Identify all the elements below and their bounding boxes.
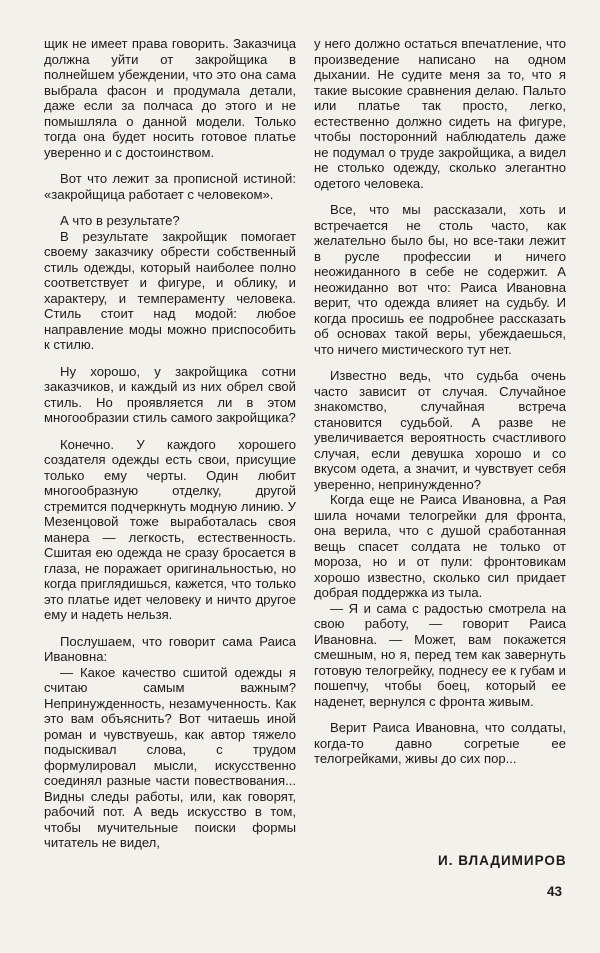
paragraph: Все, что мы рассказали, хоть и встречается не столь часто, как желательно было бы, но все-таки лежит в русле профессии и ничего неожиданного в себе не содержит. А неожиданно вот что: Раиса Ивановна верит, что одежда влияет на судьбу. И когда просишь ее подробнее рассказать об основах такой веры, убеждаешься, что ничего мистического тут нет. [314,202,566,357]
paragraph: — Какое качество сшитой одежды я считаю самым важным? Непринужденность, незамученность. Как это вам объяснить? Вот читаешь иной роман и чувствуешь, как автор тяжело подыскивал слова, с трудом формулировал мысли, искусственно соединял разные части повествования... Видны следы работы, или, как говорят, рабочий пот. А ведь искусство в том, чтобы мучительные поиски формы читатель не видел, [44,664,296,850]
paragraph: Ну хорошо, у закройщика сотни заказчиков, и каждый из них обрел свой стиль. Но проявляется ли в этом многообразии стиль самого закройщика? [44,363,296,425]
paragraph: Вот что лежит за прописной истиной: «закройщица работает с человеком». [44,171,296,202]
paragraph: Верит Раиса Ивановна, что солдаты, когда-то давно согретые ее телогрейками, живы до сих пор... [314,720,566,766]
paragraph: Известно ведь, что судьба очень часто зависит от случая. Случайное знакомство, случайная встреча становится судьбой. А разве не увеличивается вероятность счастливого случая, если девушка хорошо и со вкусом одета, а значит, и чувствует себя уверенно, непринужденно? [314,368,566,492]
page-number: 43 [547,884,563,899]
author-signature: И. ВЛАДИМИРОВ [438,853,567,868]
paragraph: у него должно остаться впечатление, что произведение написано на одном дыхании. Не судите меня за то, что я такие высокие сравнения делаю. Пальто или платье так просто, легко, естественно должно сидеть на фигуре, чтобы посторонний наблюдатель даже не подумал о труде закройщика, а видел не столько одежду, сколько элегантно одетого человека. [314,36,566,191]
paragraph: В результате закройщик помогает своему заказчику обрести собственный стиль одежды, который наиболее полно соответствует и фигуре, и облику, и характеру, и темпераменту человека. Стиль стоит над модой: любое направление моды можно приспособить к стилю. [44,228,296,352]
paragraph: Когда еще не Раиса Ивановна, а Рая шила ночами телогрейки для фронта, она верила, что с душой сработанная вещь спасет солдата не только от мороза, но и от пули: фронтовикам хорошо известно, сколько сил придает добрая поддержка из тыла. [314,492,566,600]
paragraph: А что в результате? [60,213,180,228]
right-column [314,36,566,767]
paragraph: Конечно. У каждого хорошего создателя одежды есть свои, присущие только ему черты. Один любит многообразную отделку, другой стремится подчеркнуть модную линию. У Мезенцовой тоже выработалась своя манера — легкость, естественность. Сшитая ею одежда не сразу бросается в глаза, не поражает оригинальностью, но когда приглядишься, кажется, что только это платье идет человеку и ничто другое ему и надеть нельзя. [44,436,296,622]
paragraph: щик не имеет права говорить. Заказчица должна уйти от закройщика в полнейшем убеждении, что это она сама выбрала фасон и продумала детали, даже если за полчаса до этого и не помышляла о данной модели. Только тогда она будет носить готовое платье уверенно и с достоинством. [44,36,296,160]
paragraph: Послушаем, что говорит сама Раиса Ивановна: [44,633,296,664]
left-column [44,36,296,851]
paragraph: — Я и сама с радостью смотрела на свою работу, — говорит Раиса Ивановна. — Может, вам покажется смешным, но я, перед тем как завернуть готовую телогрейку, поднесу ее к губам и пошепчу, чтобы боец, который ее наденет, вернулся с фронта живым. [314,600,566,709]
